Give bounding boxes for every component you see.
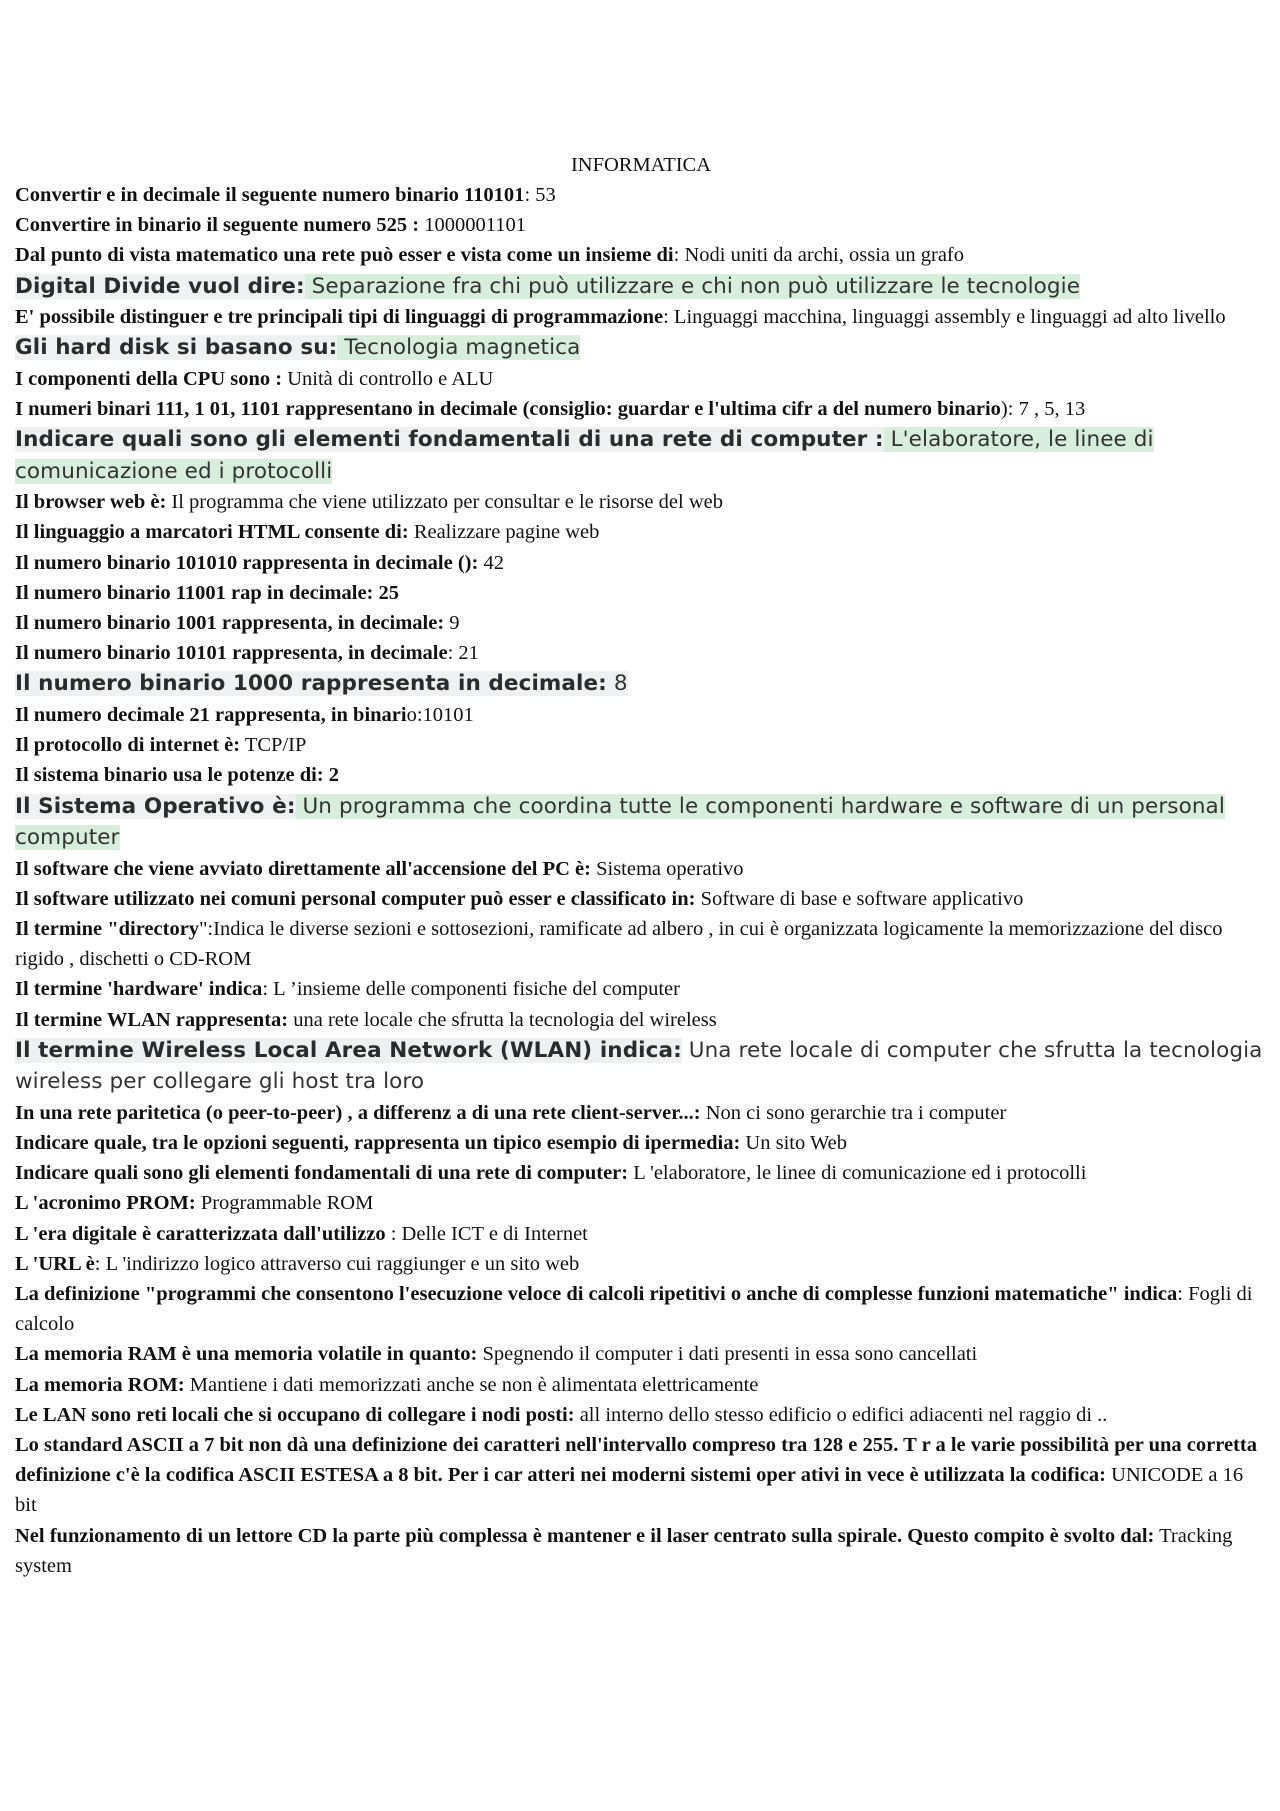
answer-text: Una rete locale di computer che sfrutta la tecnologia wireless per collegare gli host tra loro [15,1037,1263,1095]
question-text: Dal punto di vista matematico una rete può esser e vista come un insieme di [15,244,674,267]
answer-text: : 21 [447,642,479,665]
answer-text: ): 7 , 5, 13 [1000,398,1086,421]
question-text: La definizione "programmi che consentono l'esecuzione veloce di calcoli ripetitivi o anche di complesse funzioni matematiche" indica [15,1282,1178,1305]
question-text: Il numero binario 1000 rappresenta in decimale: [15,671,607,697]
qa-item [15,1521,1267,1581]
answer-text: Software di base e software applicativo [695,887,1024,910]
question-text: Il Sistema Operativo è: [15,793,296,819]
answer-text: L 'elaboratore, le linee di comunicazione ed i protocolli [628,1162,1087,1185]
question-text: In una rete paritetica (o peer-to-peer) , a differenz a di una rete client-server...: [15,1101,701,1124]
qa-item [15,608,1267,638]
answer-text: una rete locale che sfrutta la tecnologia del wireless [288,1008,717,1031]
question-text: Il linguaggio a marcatori HTML consente di: [15,521,409,544]
qa-item [15,1219,1267,1249]
question-text: La memoria RAM è una memoria volatile in quanto: [15,1343,478,1366]
answer-text: Programmable ROM [195,1192,374,1215]
answer-text: Separazione fra chi può utilizzare e chi non può utilizzare le tecnologie [304,273,1081,299]
answer-text: 8 [606,671,628,697]
qa-item [15,1339,1267,1369]
qa-item [15,1249,1267,1279]
answer-text: Tracking system [15,1524,1233,1577]
answer-text: Non ci sono gerarchie tra i computer [700,1101,1007,1124]
question-text: Indicare quali sono gli elementi fondamentali di una rete di computer: [15,1162,629,1185]
answer-text: Unità di controllo e ALU [282,367,494,390]
answer-text: Realizzare pagine web [408,521,600,544]
answer-text: TCP/IP [240,734,307,757]
answer-text: ":Indica le diverse sezioni e sottosezioni, ramificate ad albero , in cui è organizzata logicamente la memorizzazione del disco rigido , dischetti o CD-ROM [15,917,1223,971]
question-text: Le LAN sono reti locali che si occupano di collegare i nodi posti: [15,1403,575,1426]
qa-item [15,884,1267,914]
question-text: Il software utilizzato nei comuni personal computer può esser e classificato in: [15,887,696,910]
question-text: L 'URL è [15,1252,95,1275]
answer-text: Spegnendo il computer i dati presenti in essa sono cancellati [477,1343,978,1366]
answer-text: : Delle ICT e di Internet [385,1222,588,1245]
answer-text: : L 'indirizzo logico attraverso cui raggiunger e un sito web [94,1252,580,1275]
qa-item-highlighted [15,1035,1267,1098]
qa-item [15,578,1267,608]
answer-text: Un sito Web [740,1131,848,1154]
qa-item [15,180,1267,210]
question-text: La memoria ROM: [15,1373,185,1396]
question-text: Il termine 'hardware' indica [15,978,263,1001]
answer-text: Un programma che coordina tutte le componenti hardware e software di un personal computer [15,793,1225,851]
question-text: Il termine Wireless Local Area Network (WLAN) indica: [15,1037,682,1063]
question-text: Convertire in binario il seguente numero 525 : [15,214,420,237]
answer-text: 1000001101 [419,214,526,237]
qa-item [15,548,1267,578]
qa-item [15,760,1267,790]
question-text: L 'acronimo PROM: [15,1192,196,1215]
answer-text: L'elaboratore, le linee di comunicazione ed i protocolli [15,427,1154,484]
answer-text: Tecnologia magnetica [337,335,581,361]
question-text: I numeri binari 111, 1 01, 1101 rappresentano in decimale (consiglio: guardar e l'ultima cifr a del numero binario [15,398,1001,421]
qa-item-highlighted [15,668,1267,700]
question-text: Il numero decimale 21 rappresenta, in binari [15,703,407,726]
answer-text: Mantiene i dati memorizzati anche se non è alimentata elettricamente [184,1373,759,1396]
question-text: Il software che viene avviato direttamente all'accensione del PC è: [15,857,591,880]
qa-item [15,364,1267,394]
answer-text: : L ’insieme delle componenti fisiche del computer [262,978,680,1001]
answer-text: Il programma che viene utilizzato per consultar e le risorse del web [166,491,723,514]
question-text: Il protocollo di internet è: [15,734,241,757]
qa-item-highlighted [15,424,1267,487]
question-text: Il termine WLAN rappresenta: [15,1008,289,1031]
question-text: Il browser web è: [15,491,167,514]
question-text: Nel funzionamento di un lettore CD la parte più complessa è mantener e il laser centrato sulla spirale. Questo compito è svolto dal: [15,1524,1155,1547]
qa-item [15,517,1267,547]
qa-item-highlighted [15,791,1267,854]
question-text: Lo standard ASCII a 7 bit non dà una definizione dei caratteri nell'intervallo compreso tra 128 e 255. T r a le varie possibilità per una corretta definizione c'è la codifica ASCII ESTESA a 8 bit. Per i car atteri nei moderni sistemi oper ativi in vece è utilizzata la codifica: [15,1434,1257,1487]
qa-item [15,487,1267,517]
qa-item [15,1188,1267,1218]
answer-text: : Fogli di calcolo [15,1282,1253,1336]
answer-text: : Nodi uniti da archi, ossia un grafo [673,244,964,267]
qa-item [15,1400,1267,1430]
qa-item [15,240,1267,270]
qa-item [15,1430,1267,1521]
qa-item [15,854,1267,884]
qa-item-highlighted [15,332,1267,364]
answer-text: 42 [478,551,504,574]
answer-text: all interno dello stesso edificio o edifici adiacenti nel raggio di .. [574,1403,1108,1426]
question-text: Il numero binario 101010 rappresenta in decimale (): [15,551,479,574]
question-text: Il numero binario 1001 rappresenta, in decimale: [15,612,445,635]
page-title: INFORMATICA [570,154,712,176]
question-text: E' possibile distinguer e tre principali tipi di linguaggi di programmazione [15,306,664,329]
document-page [15,150,1267,1581]
answer-text: : 53 [524,184,556,206]
answer-text: : Linguaggi macchina, linguaggi assembly e linguaggi ad alto livello [663,306,1226,329]
qa-item [15,1279,1267,1339]
question-text: Il termine "directory [15,917,200,940]
qa-item [15,1005,1267,1035]
qa-item [15,1370,1267,1400]
question-text: Convertir e in decimale il seguente numero binario 110101 [15,184,525,206]
qa-item [15,914,1267,974]
question-text: I componenti della CPU sono : [15,367,283,390]
question-text: Il numero binario 10101 rappresenta, in decimale [15,642,448,665]
qa-item [15,638,1267,668]
qa-item [15,210,1267,240]
qa-item [15,394,1267,424]
question-text: Il numero binario 11001 rap in decimale: 25 [15,581,400,604]
answer-text: UNICODE a 16 bit [15,1464,1244,1517]
question-text: Digital Divide vuol dire: [15,273,305,299]
question-text: Indicare quali sono gli elementi fondamentali di una rete di computer : [15,427,884,453]
qa-item [15,1098,1267,1128]
answer-text: Sistema operativo [590,857,744,880]
question-text: Il sistema binario usa le potenze di: 2 [15,764,340,787]
qa-item [15,302,1267,332]
qa-item [15,730,1267,760]
answer-text: 9 [444,612,460,635]
question-text: L 'era digitale è caratterizzata dall'utilizzo [15,1222,386,1245]
qa-item-highlighted [15,271,1267,303]
qa-item [15,700,1267,730]
qa-item [15,974,1267,1004]
qa-item [15,1128,1267,1158]
question-text: Gli hard disk si basano su: [15,335,338,361]
answer-text: o:10101 [406,703,474,726]
qa-item [15,1158,1267,1188]
question-text: Indicare quale, tra le opzioni seguenti, rappresenta un tipico esempio di ipermedia: [15,1131,741,1154]
